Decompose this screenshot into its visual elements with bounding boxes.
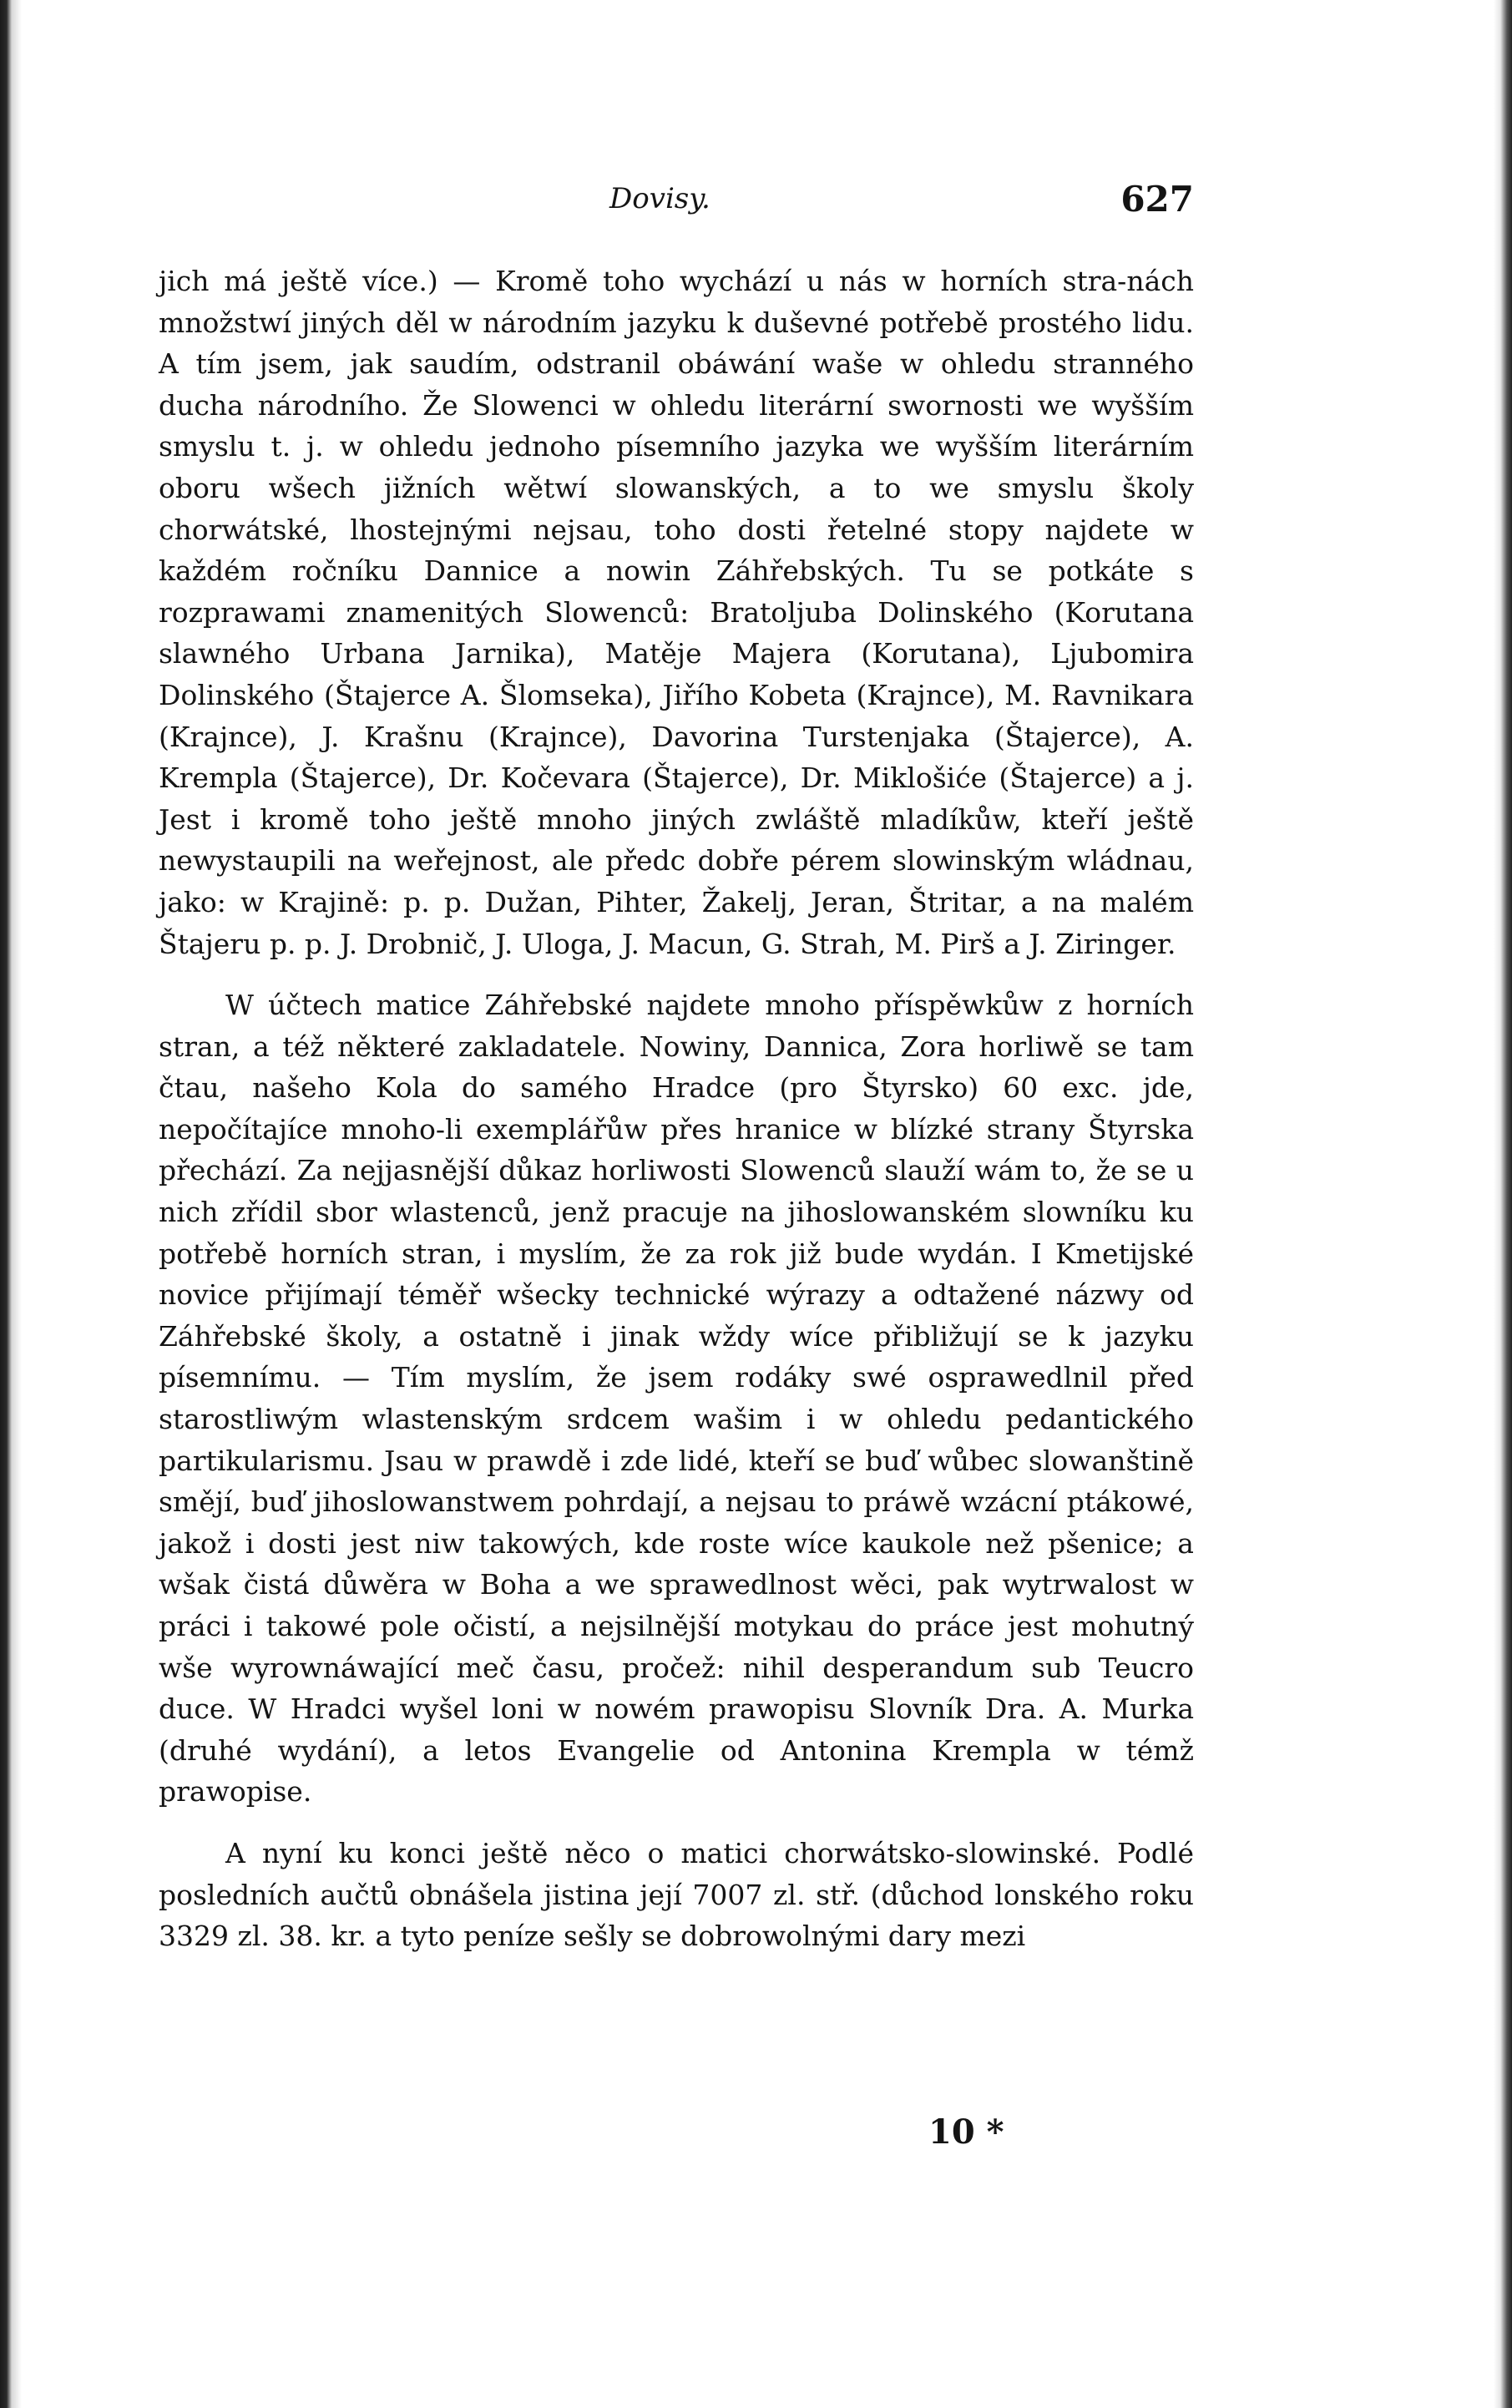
paragraph-1: jich má ještě více.) — Kromě toho wychází u nás w horních stra-nách množstwí jiných děl w národním jazyku k duševné potřebě prostého lidu. A tím jsem, jak saudím, odstranil obáwání waše w ohledu stranného ducha národního. Že Slowenci w ohledu literární swornosti we wyšším smyslu t. j. w ohledu jednoho písemního jazyka we wyšším literárním oboru wšech jižních wětwí slowanských, a to we smyslu školy chorwátské, lhostejnými nejsau, toho dosti řetelné stopy najdete w každém ročníku Dannice a nowin Záhřebských. Tu se potkáte s rozprawami znamenitých Slowenců: Bratoljuba Dolinského (Korutana slawného Urbana Jarnika), Matěje Majera (Korutana), Ljubomira Dolinského (Štajerce A. Šlomseka), Jiřího Kobeta (Krajnce), M. Ravnikara (Krajnce), J. Krašnu (Krajnce), Davorina Turstenjaka (Štajerce), A. Krempla (Štajerce), Dr. Kočevara (Štajerce), Dr. Miklošiće (Štajerce) a j. Jest i kromě toho ještě mnoho jiných zwláště mladíkůw, kteří ještě newystaupili na weřejnost, ale předc dobře pérem slowinským wládnau, jako: w Krajině: p. p. Dužan, Pihter, Žakelj, Jeran, Štritar, a na malém Štajeru p. p. J. Drobnič, J. Uloga, J. Macun, G. Strah, M. Pirš a J. Ziringer. xyxy=(159,265,1194,960)
page-edge-right xyxy=(1487,0,1512,2408)
paragraph-2: W účtech matice Záhřebské najdete mnoho příspěwkůw z horních stran, a též některé zakladatele. Nowiny, Dannica, Zora horliwě se tam čtau, našeho Kola do samého Hradce (pro Štyrsko) 60 exc. jde, nepočítajíce mnoho-li exemplářůw přes hranice w blízké strany Štyrska přechází. Za nejjasnější důkaz horliwosti Slowenců slauží wám to, že se u nich zřídil sbor wlastenců, jenž pracuje na jihoslowanském slowníku ku potřebě horních stran, i myslím, že za rok již bude wydán. I Kmetijské novice přijímají téměř wšecky technické wýrazy a odtažené názwy od Záhřebské školy, a ostatně i jinak wždy wíce přibližují se k jazyku písemnímu. — Tím myslím, že jsem rodáky swé osprawedlnil před starostliwým wlastenským srdcem wašim i w ohledu pedantického partikularismu. Jsau w prawdě i zde lidé, kteří se buď wůbec slowanštině smějí, buď jihoslowanstwem pohrdají, a nejsau to práwě wzácní ptákowé, jakož i dosti jest niw takowých, kde roste wíce kaukole než pšenice; a wšak čistá důwěra w Boha a we sprawedlnost wěci, pak wytrwalost w práci i takowé pole očistí, a nejsilnější motykau do práce jest mohutný wše wyrownáwající meč času, pročež: nihil desperandum sub Teucro duce. W Hradci wyšel loni w nowém prawopisu Slovník Dra. A. Murka (druhé wydání), a letos Evangelie od Antonina Krempla w témž prawopise. xyxy=(159,989,1194,1809)
running-title: Dovisy. xyxy=(609,182,710,215)
page-number: 627 xyxy=(1120,179,1194,220)
paragraph-3: A nyní ku konci ještě něco o matici chorwátsko-slowinské. Podlé posledních aučtů obnášela jistina její 7007 zl. stř. (důchod lonského roku 3329 zl. 38. kr. a tyto peníze sešly se dobrowolnými dary mezi xyxy=(159,1836,1194,1953)
page-edge-left xyxy=(0,0,33,2408)
page-header xyxy=(159,179,1194,232)
body-text xyxy=(159,261,1194,1957)
signature-mark: 10 * xyxy=(928,2112,1004,2152)
